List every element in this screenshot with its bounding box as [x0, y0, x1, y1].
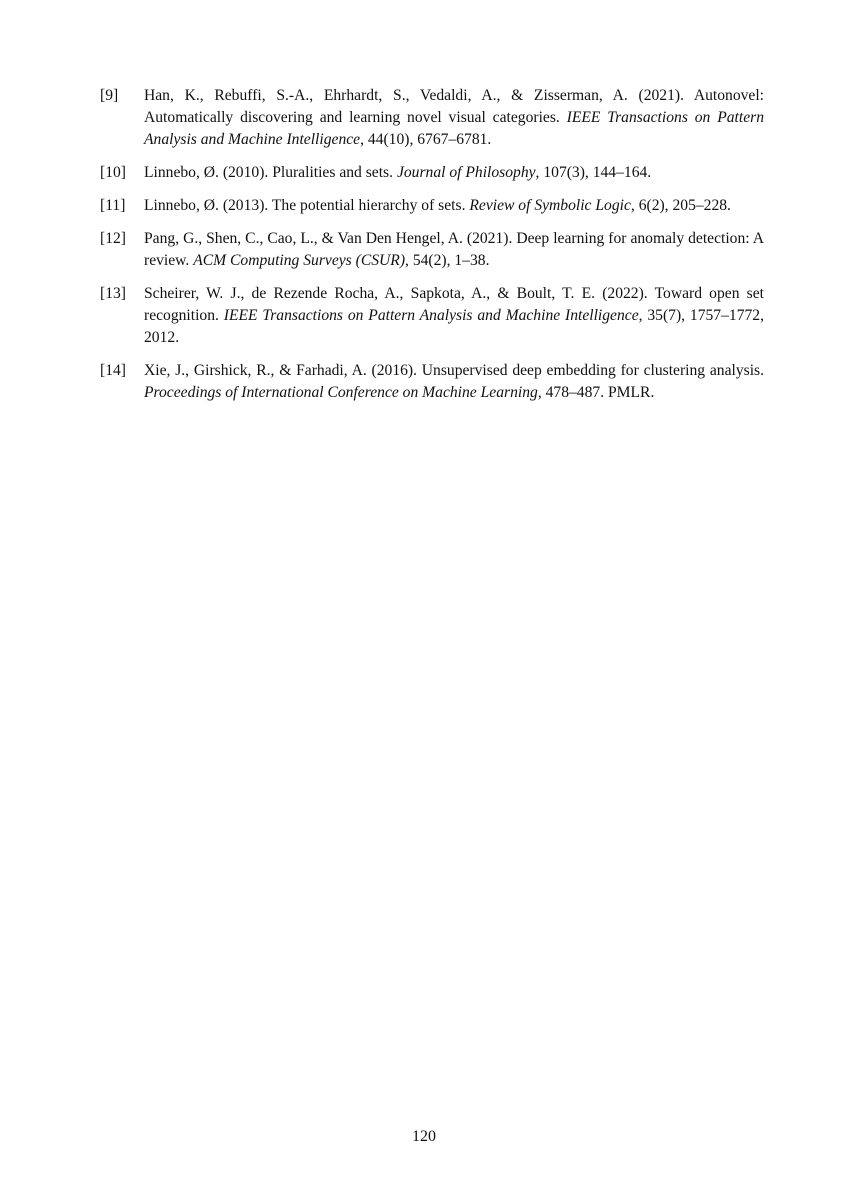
reference-details: , 54(2), 1–38.	[405, 252, 490, 269]
reference-number: [12]	[100, 230, 126, 247]
reference-details: , 478–487. PMLR.	[537, 384, 655, 401]
reference-text	[144, 228, 764, 272]
reference-number: [14]	[100, 362, 126, 379]
reference-venue: ACM Computing Surveys (CSUR)	[193, 252, 406, 269]
reference-venue: Review of Symbolic Logic	[469, 197, 631, 214]
reference-authors-title: Linnebo, Ø. (2013). The potential hierarchy of sets.	[144, 197, 470, 214]
reference-text	[144, 283, 764, 349]
reference-authors-title: Pang, G., Shen, C., Cao, L., & Van Den Hengel, A. (2021). Deep learning for anomaly detection: A review.	[144, 230, 764, 269]
reference-item	[100, 85, 764, 151]
page-number: 120	[412, 1128, 436, 1145]
reference-venue: Journal of Philosophy	[396, 164, 536, 181]
reference-authors-title: Han, K., Rebuffi, S.-A., Ehrhardt, S., Vedaldi, A., & Zisserman, A. (2021). Autonovel: Automatically discovering and learning novel visual categories.	[144, 87, 764, 126]
reference-venue: IEEE Transactions on Pattern Analysis and Machine Intelligence	[144, 109, 764, 148]
reference-details: , 44(10), 6767–6781.	[360, 131, 492, 148]
reference-number: [11]	[100, 197, 126, 214]
reference-number: [9]	[100, 87, 119, 104]
reference-item	[100, 283, 764, 349]
reference-venue: IEEE Transactions on Pattern Analysis and Machine Intelligence	[223, 307, 639, 324]
reference-text	[144, 85, 764, 151]
reference-text	[144, 195, 764, 217]
reference-text	[144, 162, 764, 184]
reference-item	[100, 228, 764, 272]
reference-number: [13]	[100, 285, 126, 302]
reference-details: , 107(3), 144–164.	[535, 164, 652, 181]
reference-item	[100, 162, 764, 184]
reference-list	[100, 85, 764, 415]
reference-authors-title: Scheirer, W. J., de Rezende Rocha, A., Sapkota, A., & Boult, T. E. (2022). Toward open set recognition.	[144, 285, 764, 324]
reference-text	[144, 360, 764, 404]
reference-item	[100, 360, 764, 404]
reference-venue: Proceedings of International Conference on Machine Learning	[144, 384, 538, 401]
reference-item	[100, 195, 764, 217]
reference-details: , 6(2), 205–228.	[630, 197, 731, 214]
reference-authors-title: Xie, J., Girshick, R., & Farhadi, A. (2016). Unsupervised deep embedding for clustering analysis.	[144, 362, 764, 379]
reference-details: , 35(7), 1757–1772, 2012.	[144, 307, 764, 346]
reference-authors-title: Linnebo, Ø. (2010). Pluralities and sets.	[144, 164, 397, 181]
reference-number: [10]	[100, 164, 126, 181]
